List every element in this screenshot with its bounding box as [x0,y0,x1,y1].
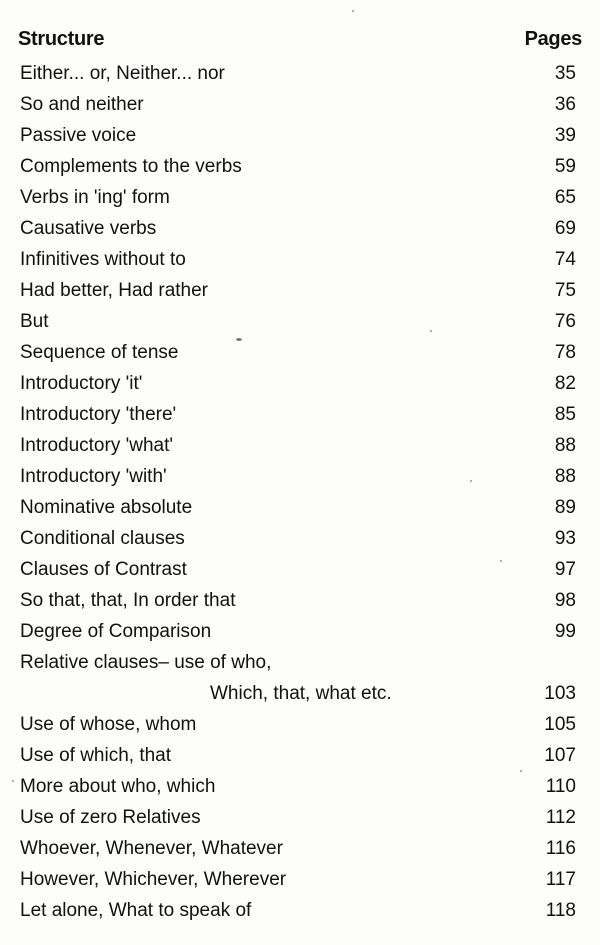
toc-entry-page: 76 [554,311,576,332]
toc-entry-page: 39 [554,125,576,146]
toc-entry-page: 89 [554,497,576,518]
pages-column-heading: Pages [524,28,582,50]
toc-entry-page: 59 [554,156,576,177]
toc-entry-title: Verbs in 'ing' form [20,187,170,208]
toc-entry-title: Had better, Had rather [20,280,208,301]
toc-entry-page: 82 [554,373,576,394]
toc-entry [20,89,576,120]
toc-entry-title: Use of whose, whom [20,714,197,735]
scan-speck [12,780,14,782]
toc-entry-page: 78 [554,342,576,363]
toc-entry-page: 74 [554,249,576,270]
toc-entry [20,461,576,492]
toc-entry-title: Sequence of tense [20,342,179,363]
toc-entry-title: But [20,311,49,332]
toc-entry [20,833,576,864]
toc-entry [20,585,576,616]
toc-entry-page: 97 [554,559,576,580]
toc-entry-page: 117 [545,869,576,890]
toc-entry-page: 36 [554,94,576,115]
toc-entry-page: 118 [545,900,576,921]
toc-entry-page: 69 [554,218,576,239]
toc-entry [20,771,576,802]
toc-entry-title: Clauses of Contrast [20,559,187,580]
toc-entry-page: 105 [544,714,576,735]
toc-entry-page: 116 [545,838,576,859]
toc-entry-title: Conditional clauses [20,528,185,549]
toc-entry-title: So and neither [20,94,144,115]
toc-entry-page: 88 [554,435,576,456]
structure-column-heading: Structure [18,28,105,50]
toc-entry-title: Nominative absolute [20,497,193,518]
toc-entry-page: 107 [544,745,576,766]
toc-entry-title: Relative clauses– use of who, [20,652,272,673]
toc-entry-page: 103 [544,683,576,704]
toc-entry-page: 98 [554,590,576,611]
toc-header [18,28,582,56]
scan-speck [520,770,522,772]
toc-entry-title: Whoever, Whenever, Whatever [20,838,283,859]
toc-entry [20,151,576,182]
toc-entry [20,802,576,833]
toc-entry [20,368,576,399]
toc-entry-title: Introductory 'it' [20,373,143,394]
toc-entry-title-continuation: Which, that, what etc. [210,683,392,704]
scan-speck [500,560,502,562]
toc-entry [20,430,576,461]
toc-entry-title: So that, that, In order that [20,590,236,611]
scan-speck [470,480,472,482]
toc-entry [20,895,576,926]
toc-entry [20,647,576,709]
toc-entry [20,244,576,275]
toc-entry-title: Introductory 'with' [20,466,167,487]
toc-entry [20,58,576,89]
scan-speck [352,10,354,12]
toc-entry-title: Introductory 'what' [20,435,173,456]
scan-speck [236,338,242,341]
toc-entry-title: Use of which, that [20,745,172,766]
toc-entry [20,120,576,151]
toc-entry [20,554,576,585]
toc-list [20,58,576,926]
toc-entry-page: 110 [545,776,576,797]
toc-entry [20,740,576,771]
toc-entry [20,337,576,368]
scan-speck [430,330,432,332]
toc-entry-page: 35 [554,63,576,84]
toc-entry-page: 65 [554,187,576,208]
toc-entry-page: 88 [554,466,576,487]
toc-entry-title: However, Whichever, Wherever [20,869,287,890]
toc-entry-title: Causative verbs [20,218,157,239]
toc-entry-title: Degree of Comparison [20,621,212,642]
toc-entry-title: Either... or, Neither... nor [20,63,225,84]
toc-entry-title: Use of zero Relatives [20,807,201,828]
toc-entry [20,523,576,554]
toc-entry [20,399,576,430]
toc-entry [20,709,576,740]
toc-entry [20,492,576,523]
toc-entry-title: Complements to the verbs [20,156,242,177]
toc-entry-page: 85 [554,404,576,425]
toc-entry-page: 75 [554,280,576,301]
toc-entry-page: 99 [554,621,576,642]
toc-entry-title: Introductory 'there' [20,404,177,425]
toc-entry-page: 93 [554,528,576,549]
toc-entry [20,864,576,895]
toc-entry-title: Passive voice [20,125,137,146]
toc-entry [20,182,576,213]
toc-entry-title: Infinitives without to [20,249,186,270]
toc-entry-page: 112 [545,807,576,828]
toc-entry-title: More about who, which [20,776,216,797]
toc-entry [20,616,576,647]
toc-entry-title: Let alone, What to speak of [20,900,252,921]
toc-entry [20,213,576,244]
toc-entry [20,275,576,306]
toc-entry [20,306,576,337]
